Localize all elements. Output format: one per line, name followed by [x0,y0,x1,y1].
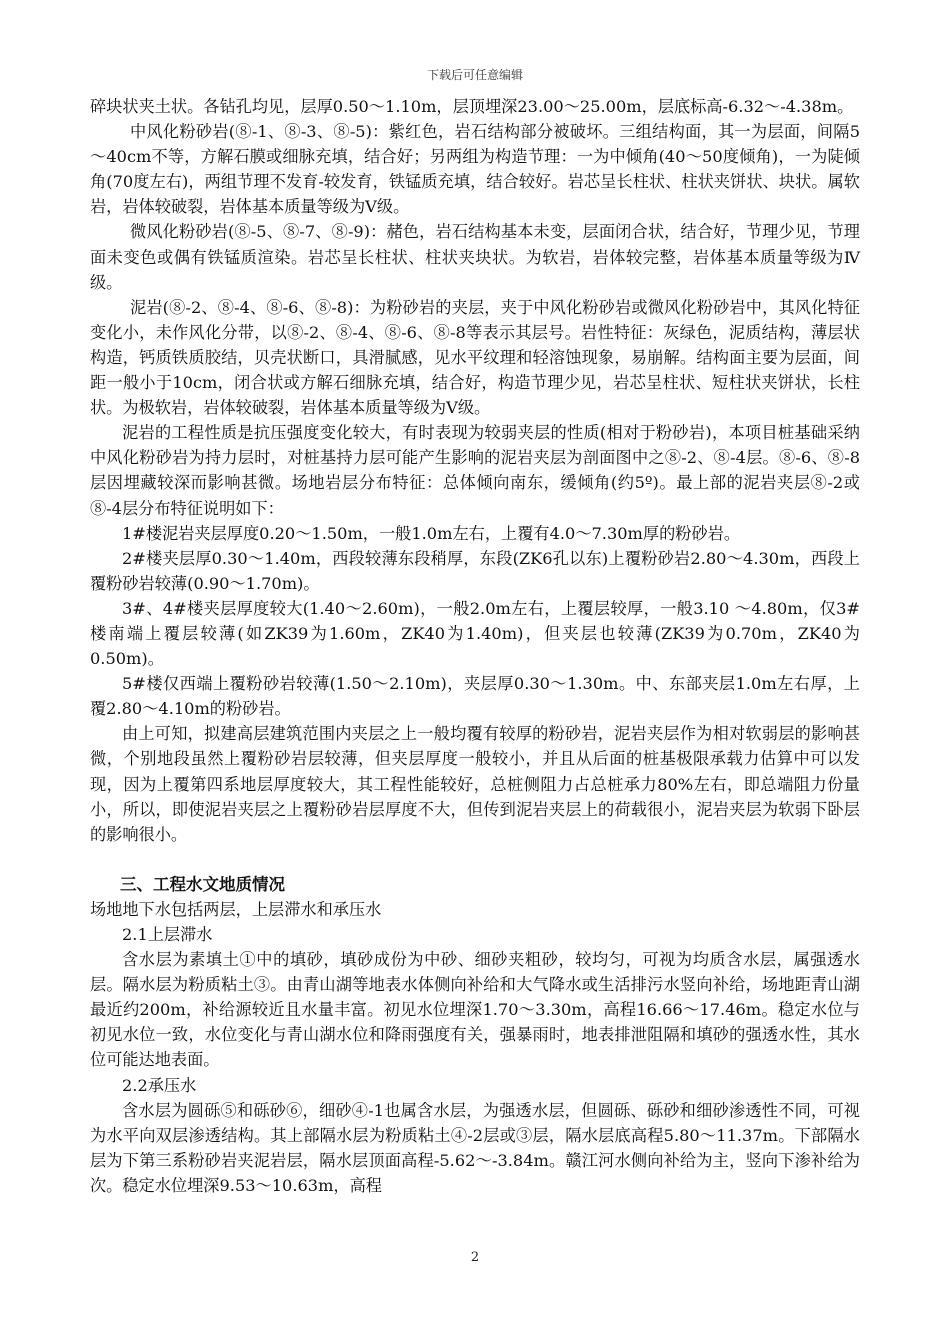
page-header: 下载后可任意编辑 [426,68,523,82]
paragraph: 泥岩的工程性质是抗压强度变化较大，有时表现为较弱夹层的性质(相对于粉砂岩)，本项目桩基础采纳中风化粉砂岩为持力层时，对桩基持力层可能产生影响的泥岩夹层为剖面图中之⑧-2、⑧-4层。⑧-6、⑧-8层因埋藏较深而影响甚微。场地岩层分布特征：总体倾向南东，缓倾角(约5º)。最上部的泥岩夹层⑧-2或⑧-4层分布特征说明如下： [90,423,860,518]
paragraph: 3#、4#楼夹层厚度较大(1.40～2.60m)，一般2.0m左右，上覆层较厚，一般3.10 ～4.80m，仅3#楼南端上覆层较薄(如ZK39为1.60m，ZK40为1.40m)，但夹层也较薄(ZK39为0.70m，ZK40为0.50m)。 [90,598,860,669]
paragraph: 微风化粉砂岩(⑧-5、⑧-7、⑧-9)：赭色，岩石结构基本未变，层面闭合状，结合好，节理少见，节理面未变色或偶有铁锰质渲染。岩芯呈长柱状、柱状夹块状。为软岩，岩体较完整，岩体基本质量等级为Ⅳ级。 [90,222,860,292]
subsection-title: 2.1上层滞水 [122,925,213,944]
subsection-title: 2.2承压水 [122,1075,197,1095]
paragraph: 由上可知，拟建高层建筑范围内夹层之上一般均覆有较厚的粉砂岩，泥岩夹层作为相对软弱层的影响甚微，个别地段虽然上覆粉砂岩层较薄，但夹层厚度一般较小，并且从后面的桩基极限承载力估算中可以发现，因为上覆第四系地层厚度较大，其工程性能较好，总桩侧阻力占总桩承力80%左右，即总端阻力份量小，所以，即使泥岩夹层之上覆粉砂岩层厚度不大，但传到泥岩夹层上的荷载很小，泥岩夹层为软弱下卧层的影响很小。 [90,724,860,844]
paragraph: 2#楼夹层厚0.30～1.40m，西段较薄东段稍厚，东段(ZK6孔以东)上覆粉砂岩2.80～4.30m，西段上覆粉砂岩较薄(0.90～1.70m)。 [90,548,860,593]
paragraph: 1#楼泥岩夹层厚度0.20～1.50m，一般1.0m左右，上覆有4.0～7.30m厚的粉砂岩。 [122,523,741,543]
paragraph: 碎块状夹土状。各钻孔均见，层厚0.50～1.10m，层顶埋深23.00～25.00m，层底标高-6.32～-4.38m。 [90,97,854,116]
paragraph: 泥岩(⑧-2、⑧-4、⑧-6、⑧-8)：为粉砂岩的夹层，夹于中风化粉砂岩或微风化粉砂岩中，其风化特征变化小，未作风化分带，以⑧-2、⑧-4、⑧-6、⑧-8等表示其层号。岩性特征：灰绿色，泥质结构，薄层状构造，钙质铁质胶结，贝壳状断口，具滑腻感，见水平纹理和轻溶蚀现象，易崩解。结构面主要为层面，间距一般小于10cm，闭合状或方解石细脉充填，结合好，构造节理少见，岩芯呈柱状、短柱状夹饼状，长柱状。为极软岩，岩体较破裂，岩体基本质量等级为Ⅴ级。 [90,297,860,418]
paragraph: 含水层为圆砾⑤和砾砂⑥，细砂④-1也属含水层，为强透水层，但圆砾、砾砂和细砂渗透性不同，可视为水平向双层渗透结构。其上部隔水层为粉质粘土④-2层或③层，隔水层底高程5.80～11.37m。下部隔水层为下第三系粉砂岩夹泥岩层，隔水层顶面高程-5.62～-3.84m。赣江河水侧向补给为主，竖向下渗补给为次。稳定水位埋深9.53～10.63m，高程 [90,1100,860,1195]
section-intro: 场地地下水包括两层，上层滞水和承压水 [90,899,382,919]
paragraph: 含水层为素填土①中的填砂，填砂成份为中砂、细砂夹粗砂，较均匀，可视为均质含水层，属强透水层。隔水层为粉质粘土③。由青山湖等地表水体侧向补给和大气降水或生活排污水竖向补给，场地距青山湖最近约200m，补给源较近且水量丰富。初见水位埋深1.70～3.30m，高程16.66～17.46m。稳定水位与初见水位一致，水位变化与青山湖水位和降雨强度有关，强暴雨时，地表排泄阻隔和填砂的强透水性，其水位可能达地表面。 [90,950,860,1070]
document-body [90,94,860,1198]
section-heading: 三、工程水文地质情况 [120,874,285,894]
paragraph: 中风化粉砂岩(⑧-1、⑧-3、⑧-5)：紫红色，岩石结构部分被破坏。三组结构面，其一为层面，间隔5～40cm不等，方解石膜或细脉充填，结合好；另两组为构造节理：一为中倾角(40～50度倾角)，一为陡倾角(70度左右)，两组节理不发育-较发育，铁锰质充填，结合较好。岩芯呈长柱状、柱状夹饼状、块状。属软岩，岩体较破裂，岩体基本质量等级为Ⅴ级。 [90,122,860,217]
paragraph: 5#楼仅西端上覆粉砂岩较薄(1.50～2.10m)，夹层厚0.30～1.30m。中、东部夹层1.0m左右厚，上覆2.80～4.10m的粉砂岩。 [90,674,860,719]
page-number: 2 [470,1250,480,1265]
